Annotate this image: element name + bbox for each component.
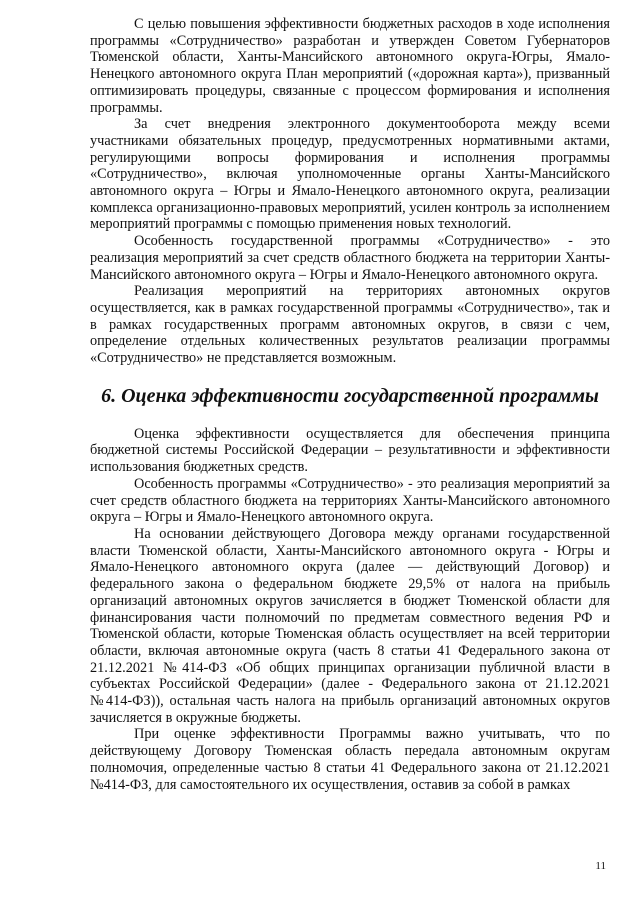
paragraph-program-feature: Особенность государственной программы «Сотрудничество» - это реализация мероприятий за счет средств областного бюджета на территории Ханты-Мансийского автономного округа – Югры и Ямало-Ненецкого автономного округа. [90,233,610,283]
paragraph-implementation: Реализация мероприятий на территориях автономных округов осуществляется, как в рамках государственной программы «Сотрудничество», так и в рамках государственных программ автономных округов, в связи с чем, определение отдельных количественных результатов реализации программы «Сотрудничество» не представляется возможным. [90,283,610,367]
paragraph-assessment: При оценке эффективности Программы важно учитывать, что по действующему Договору Тюменская область передала автономным округам полномочия, определенные частью 8 статьи 41 Федерального закона от 21.12.2021 №414-ФЗ, для самостоятельного их осуществления, оставив за собой в рамках [90,726,610,793]
document-page [90,16,610,793]
paragraph-agreement: На основании действующего Договора между органами государственной власти Тюменской области, Ханты-Мансийского автономного округа - Югры и Ямало-Ненецкого автономного округа (далее — действующий Договор) и федерального закона о федеральном бюджете 29,5% от налога на прибыль организаций автономных округов зачисляется в бюджет Тюменской области для финансирования части полномочий по предметам совместного ведения РФ и Тюменской области, которые Тюменская область осуществляет на всей территории области, включая автономные округа (часть 8 статьи 41 Федерального закона от 21.12.2021 №414-ФЗ «Об общих принципах организации публичной власти в субъектах Российской Федерации» (далее - Федерального закона от 21.12.2021 №414-ФЗ)), остальная часть налога на прибыль организаций автономных округов зачисляется в окружные бюджеты. [90,525,610,726]
page-number: 11 [595,860,606,872]
section-heading: 6. Оценка эффективности государственной программы [101,384,599,407]
paragraph-edo: За счет внедрения электронного документооборота между всеми участниками обязательных процедур, предусмотренных нормативными актами, регулирующими вопросы формирования и исполнения программы «Сотрудничество», включая уполномоченные органы Ханты-Мансийского автономного округа – Югры и Ямало-Ненецкого автономного округа, реализации комплекса организационно-правовых мероприятий, усилен контроль за исполнением мероприятий программы с помощью применения новых технологий. [90,116,610,233]
paragraph-evaluation: Оценка эффективности осуществляется для обеспечения принципа бюджетной системы Российской Федерации – результативности и эффективности использования бюджетных средств. [90,425,610,476]
paragraph-roadmap: С целью повышения эффективности бюджетных расходов в ходе исполнения программы «Сотрудничество» разработан и утвержден Советом Губернаторов Тюменской области, Ханты-Мансийского автономного округа-Югры, Ямало-Ненецкого автономного округа План мероприятий («дорожная карта»), призванный оптимизировать процедуры, связанные с процессом формирования и исполнения программы. [90,16,610,116]
paragraph-feature-2: Особенность программы «Сотрудничество» - это реализация мероприятий за счет средств областного бюджета на территориях Ханты-Мансийского автономного округа – Югры и Ямало-Ненецкого автономного округа. [90,475,610,526]
